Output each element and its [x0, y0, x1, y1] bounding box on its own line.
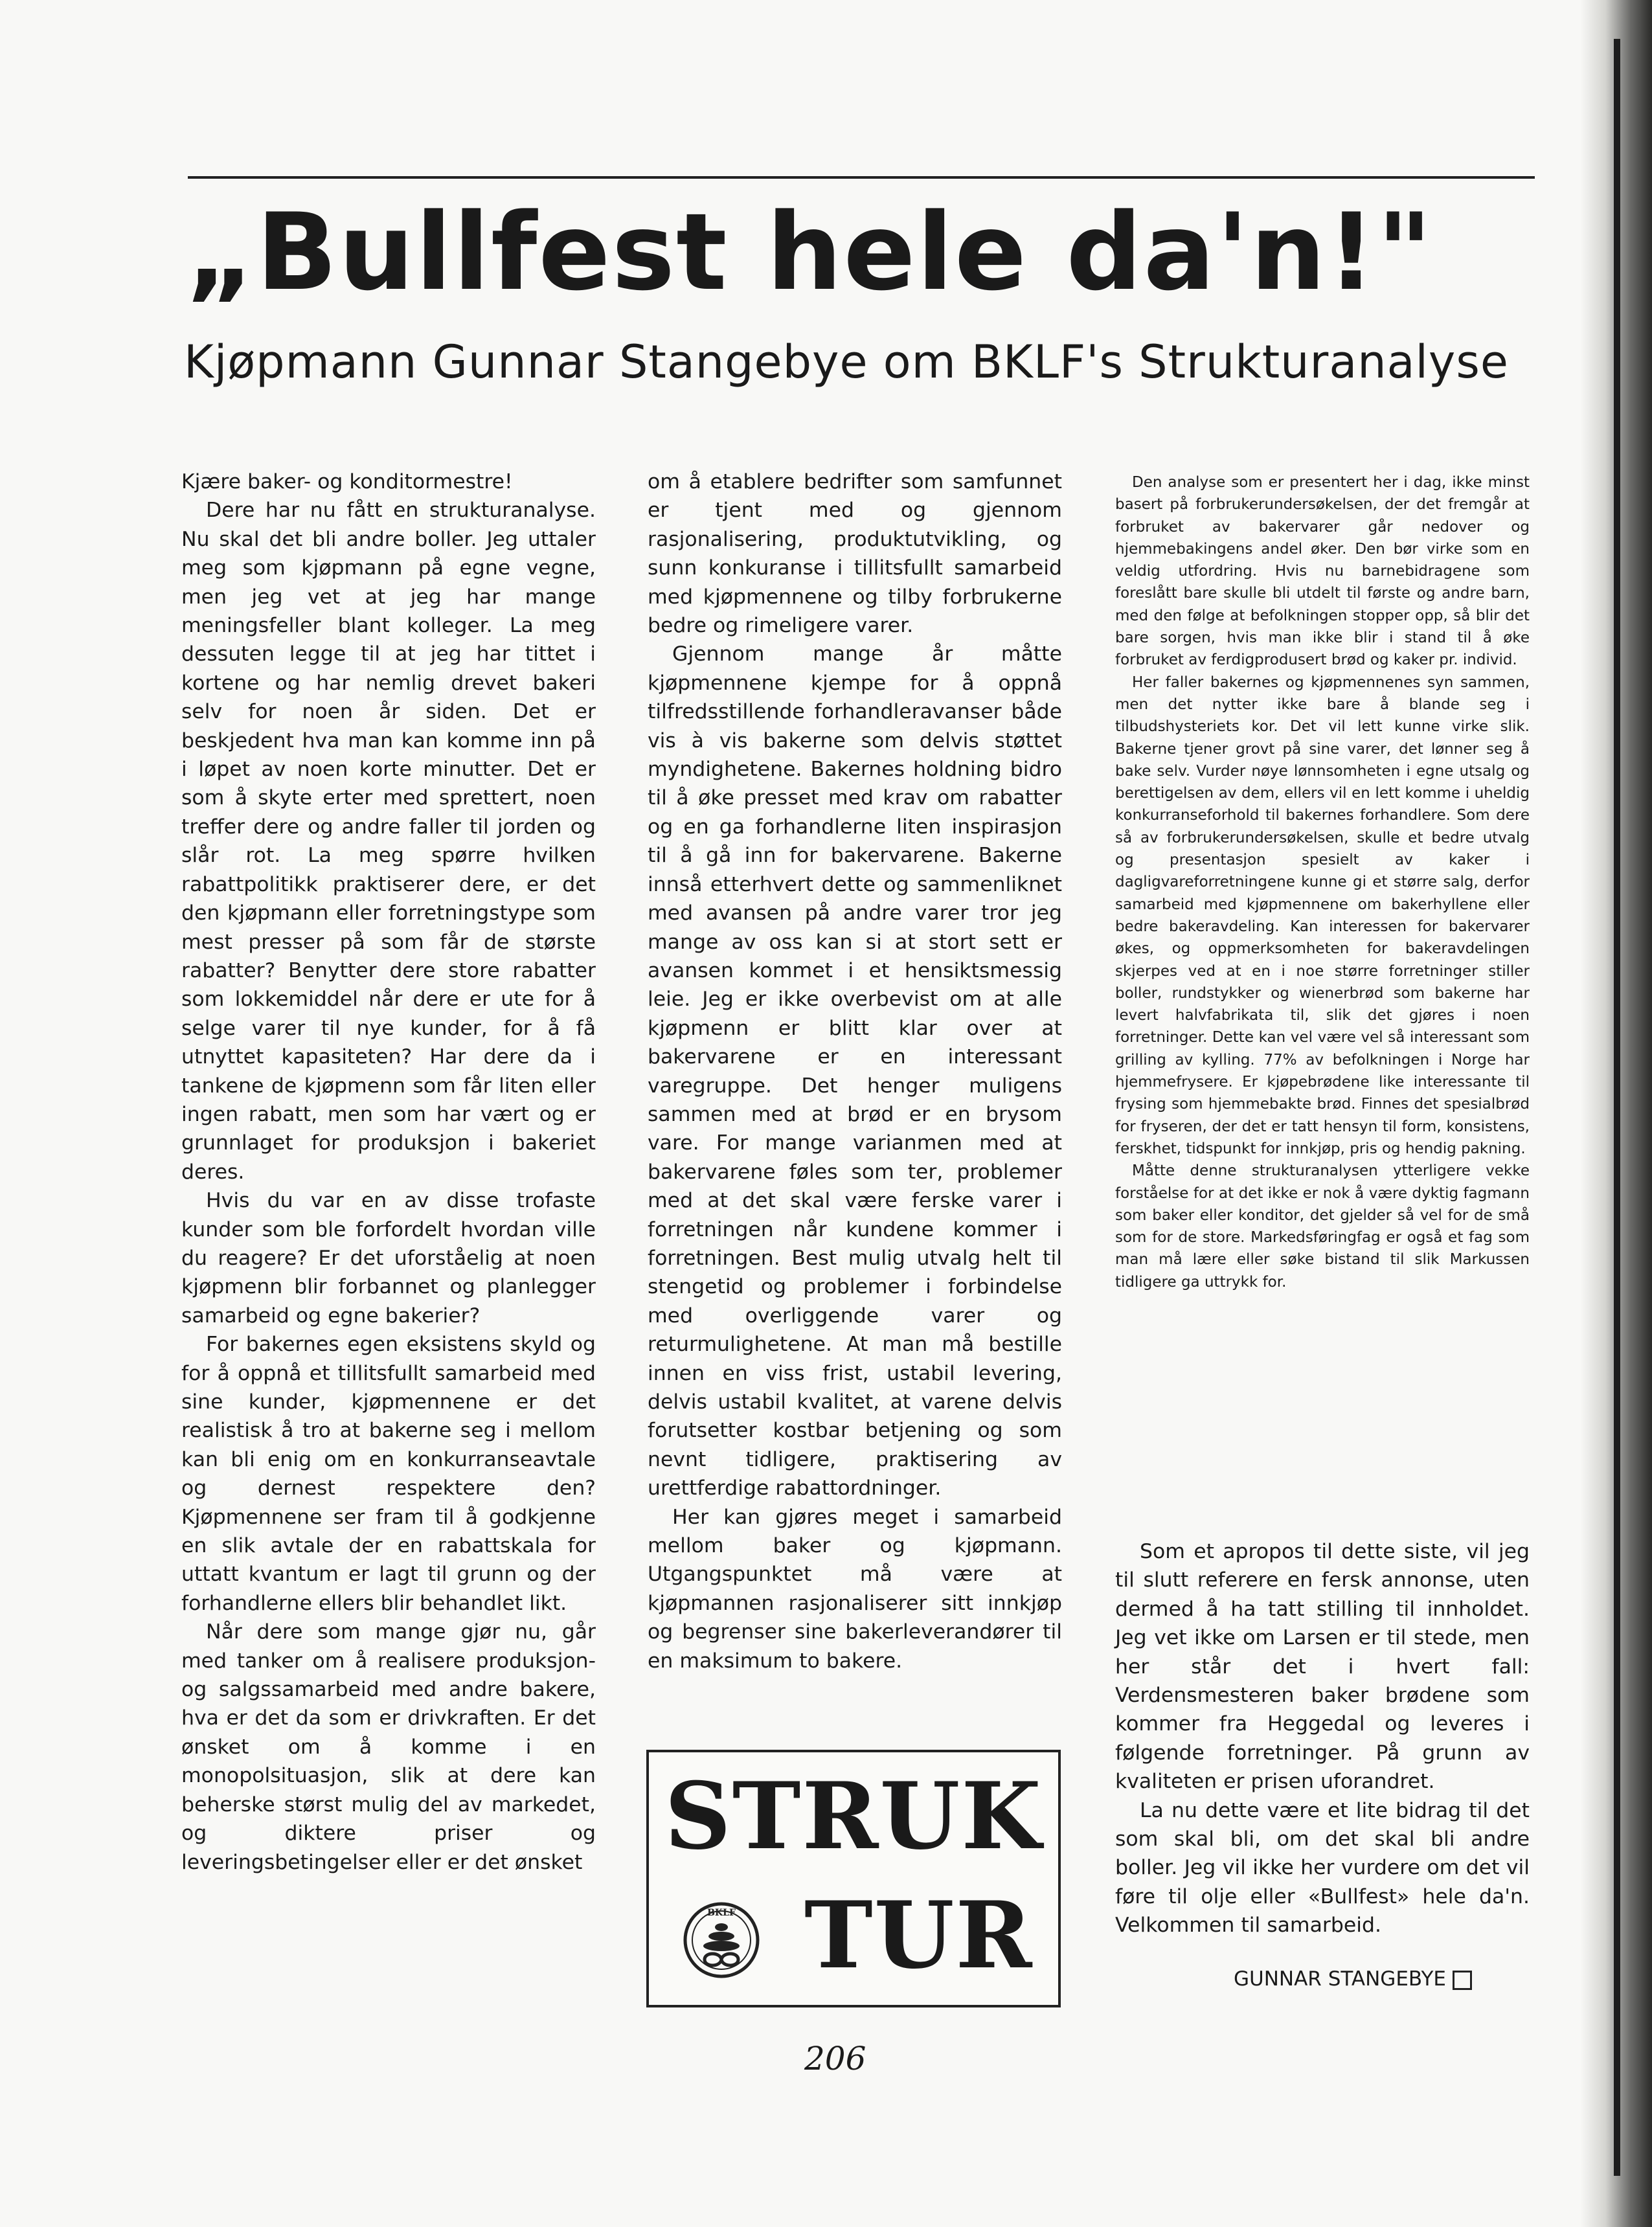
paragraph: Her faller bakernes og kjøpmennenes syn sammen, men det nytter ikke bare å blande seg i tilbudshysteriets kor. Det vil lett kunne virke slik. Bakerne tjener grovt på sine varer, det lønner seg å bake selv. Vurder nøye lønnsomheten i egne utsalg og berettigelsen av dem, ellers vil en lett komme i uheldig konkurranseforhold til bakernes forhandlere. Som dere så av forbrukerundersøkelsen, skulle et bedre utvalg og presentasjon spesielt av kaker i dagligvareforretningene kunne gi et større salg, derfor samarbeid med kjøpmennene om bakerhyllene eller bedre bakeravdeling. Kan interessen for bakervarer økes, og oppmerksomheten for bakeravdelingen skjerpes ved at en i noe større forretninger stiller boller, rundstykker og wienerbrød som bakerne har levert halvfabrikata til, slik det gjøres i noen forretninger. Dette kan vel være vel så interessant som grilling av kylling. 77% av befolkningen i Norge har hjemmefrysere. Er kjøpebrødene like interessante til frysing som hjemmebakte brød. Finnes det spesialbrød for fryseren, der det er tatt hensyn til form, konsistens, ferskhet, tidspunkt for innkjøp, pris og hendig pakning. [1115, 673, 1530, 1157]
salutation: Kjære baker- og konditormestre! [181, 470, 513, 493]
advert-line-1: STRUK [664, 1763, 1043, 1870]
bklf-logo-icon [683, 1896, 760, 1984]
paragraph: Måtte denne strukturanalysen ytterligere vekke forståelse for at det ikke er nok å være dyktig fagmann som baker eller konditor, det gjelder så vel for de små som for de store. Markedsføringfag er også et fag som man må lære eller søke bistand til slik Markussen tidligere ga uttrykk for. [1115, 1162, 1530, 1291]
column-1 [181, 468, 596, 1877]
page-number: 206 [804, 2040, 866, 2077]
paragraph: Når dere som mange gjør nu, går med tanker om å realisere produksjon- og salgssamarbeid med andre bakere, hva er det da som er drivkraften. Er det ønsket om å komme i en monopolsituasjon, slik at dere kan beherske størst mulig del av markedet, og diktere priser og leveringsbetingelser eller er det ønsket [181, 1620, 596, 1874]
struktur-advert [646, 1750, 1061, 2007]
paragraph: Hvis du var en av disse trofaste kunder som ble forfordelt hvordan ville du reagere? Er det uforståelig at noen kjøpmenn blir forbannet og planlegger samarbeid og egne bakerier? [181, 1189, 596, 1328]
paragraph: Her kan gjøres meget i samarbeid mellom baker og kjøpmann. Utgangspunktet må være at kjøpmannen rasjonaliserer sitt innkjøp og begrenser sine bakerleverandører til en maksimum to bakere. [648, 1505, 1062, 1673]
paragraph: Som et apropos til dette siste, vil jeg til slutt referere en fersk annonse, uten dermed å ha tatt stilling til innholdet. Jeg vet ikke om Larsen er til stede, men her står det i hvert fall: Verdensmesteren baker brødene som kommer fra Heggedal og leveres i følgende forretninger. På grunn av kvaliteten er prisen uforandret. [1115, 1540, 1530, 1794]
paragraph: Dere har nu fått en strukturanalyse. Nu skal det bli andre boller. Jeg uttaler meg som kjøpmann på egne vegne, men jeg vet at jeg har mange meningsfeller blant kolleger. La meg dessuten legge til at jeg har tittet i kortene og har nemlig drevet bakeri selv for noen år siden. Det er beskjedent hva man kan komme inn på i løpet av noen korte minutter. Det er som å skyte erter med sprettert, noen treffer dere og andre faller til jorden og slår rot. La meg spørre hvilken rabattpolitikk praktiserer dere, er det den kjøpmann eller forretningstype som mest presser på som får de største rabatter? Benytter dere store rabatter som lokkemiddel når dere er ute for å selge varer til nye kunder, for å få utnyttet kapasiteten? Har dere da i tankene de kjøpmenn som får liten eller ingen rabatt, men som har vært og er grunnlaget for produksjon i bakeriet deres. [181, 499, 596, 1184]
subtitle: Kjøpmann Gunnar Stangebye om BKLF's Strukturanalyse [184, 335, 1509, 389]
paragraph: om å etablere bedrifter som samfunnet er tjent med og gjennom rasjonalisering, produktutvikling, og sunn konkuranse i tillitsfullt samarbeid med kjøpmennene og tilby forbrukerne bedre og rimeligere varer. [648, 470, 1062, 638]
end-mark-icon [1453, 1971, 1472, 1990]
paragraph: La nu dette være et lite bidrag til det som skal bli, om det skal bli andre boller. Jeg vil ikke her vurdere om det vil føre til olje eller «Bullfest» hele da'n. Velkommen til samarbeid. [1115, 1798, 1530, 1938]
signature [1234, 1967, 1472, 1991]
paragraph: Den analyse som er presentert her i dag, ikke minst basert på forbrukerundersøkelsen, der det fremgår at forbruket av bakervarer går nedover og hjemmebakingens andel øker. Den bør virke som en veldig utfordring. Hvis nu barnebidragene som foreslått bare skulle bli utdelt til første og andre barn, med den følge at befolkningen stopper opp, så blir det bare sorgen, hvis man ikke blir i stand til å øke forbruket av ferdigprodusert brød og kaker pr. individ. [1115, 474, 1530, 669]
paragraph: Gjennom mange år måtte kjøpmennene kjempe for å oppnå tilfredsstillende forhandleravanser både vis à vis bakerne som delvis støttet myndighetene. Bakernes holdning bidro til å øke presset med krav om rabatter og en ga forhandlerne liten inspirasjon til å gå inn for bakervarene. Bakerne innså etterhvert dette og sammenliknet med avansen på andre varer tror jeg mange av oss kan si at stort sett er avansen kommet i et hensiktsmessig leie. Jeg er ikke overbevist om at alle kjøpmenn er blitt klar over at bakervarene er en interessant varegruppe. Det henger muligens sammen med at brød er en brysom vare. For mange varianmen med at bakervarene føles som ter, problemer med at det skal være ferske varer i forretningen når kundene kommer i forretningen. Best mulig utvalg helt til stengetid og problemer i forbindelse med overliggende varer og returmulighetene. At man må bestille innen en viss frist, ustabil levering, delvis ustabil kvalitet, at varene delvis forutsetter kostbar betjening og som nevnt tidligere, praktisering av urettferdige rabattordninger. [648, 642, 1062, 1500]
logo-text: BKLF [707, 1908, 736, 1918]
column-3-closing-text [1115, 1537, 1530, 1940]
page-binding-edge [1614, 39, 1620, 2176]
paragraph: For bakernes egen eksistens skyld og for å oppnå et tillitsfullt samarbeid med sine kunder, kjøpmennene er det realistisk å tro at bakerne seg i mellom kan bli enig om en konkurranseavtale og dernest respektere den? Kjøpmennene ser fram til å godkjenne en slik avtale der en rabattskala for uttatt kvantum er lagt til grunn og der forhandlerne ellers blir behandlet likt. [181, 1333, 596, 1615]
column-3-small-text [1115, 471, 1530, 1293]
signature-name: GUNNAR STANGEBYE [1234, 1967, 1446, 1991]
headline: „Bullfest hele da'n!" [185, 190, 1434, 314]
advert-line-2: TUR [804, 1882, 1034, 1989]
column-2 [648, 468, 1062, 1675]
top-rule [188, 176, 1535, 179]
